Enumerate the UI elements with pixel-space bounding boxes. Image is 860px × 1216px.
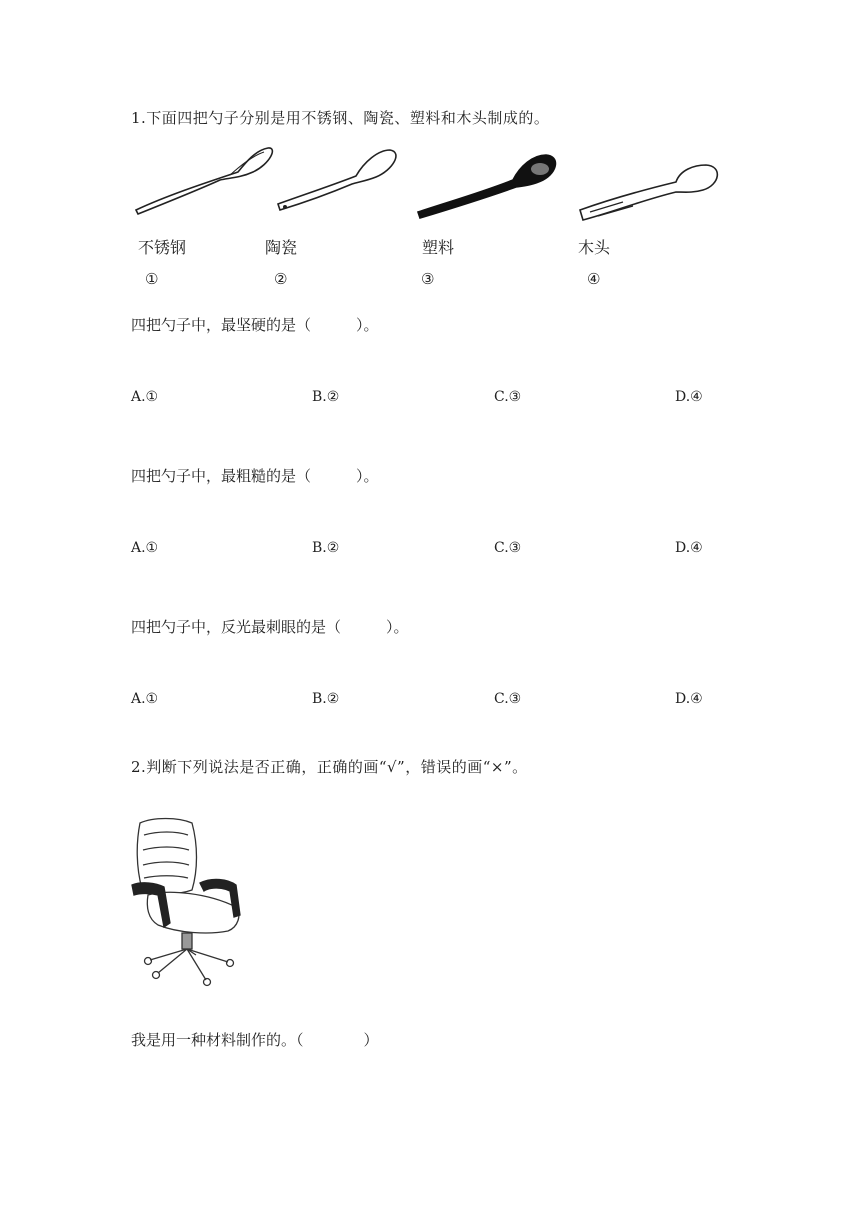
option-a[interactable]: A.① — [131, 540, 159, 556]
question-1-title: 1.下面四把勺子分别是用不锈钢、陶瓷、塑料和木头制成的。 — [131, 109, 550, 127]
option-a[interactable]: A.① — [131, 389, 159, 405]
subquestion-3: 四把勺子中，反光最刺眼的是（ ）。 — [131, 618, 409, 636]
option-d[interactable]: D.④ — [675, 691, 703, 707]
question-2-title: 2.判断下列说法是否正确，正确的画“√”，错误的画“×”。 — [131, 758, 528, 776]
option-c[interactable]: C.③ — [494, 540, 522, 556]
spoon-label-stainless-steel: 不锈钢 — [138, 238, 187, 257]
statement-text: 我是用一种材料制作的。（ ） — [131, 1031, 379, 1049]
option-d[interactable]: D.④ — [675, 540, 703, 556]
option-c[interactable]: C.③ — [494, 389, 522, 405]
option-b[interactable]: B.② — [312, 691, 340, 707]
subquestion-2: 四把勺子中，最粗糙的是（ ）。 — [131, 467, 379, 485]
option-b[interactable]: B.② — [312, 540, 340, 556]
spoon-number-2: ② — [274, 270, 288, 288]
spoon-number-1: ① — [145, 270, 159, 288]
spoon-label-ceramic: 陶瓷 — [265, 238, 298, 257]
office-chair-image — [128, 815, 248, 987]
option-d[interactable]: D.④ — [675, 389, 703, 405]
ceramic-spoon-image — [278, 150, 396, 210]
spoon-number-4: ④ — [587, 270, 601, 288]
option-b[interactable]: B.② — [312, 389, 340, 405]
subquestion-1: 四把勺子中，最坚硬的是（ ）。 — [131, 316, 379, 334]
stainless-steel-spoon-image — [136, 148, 272, 214]
option-a[interactable]: A.① — [131, 691, 159, 707]
spoon-number-3: ③ — [421, 270, 435, 288]
spoons-figure — [128, 140, 728, 230]
spoon-label-plastic: 塑料 — [422, 238, 455, 257]
plastic-spoon-image — [418, 155, 555, 218]
option-c[interactable]: C.③ — [494, 691, 522, 707]
spoon-label-wood: 木头 — [578, 238, 611, 257]
wooden-spoon-image — [580, 165, 717, 220]
